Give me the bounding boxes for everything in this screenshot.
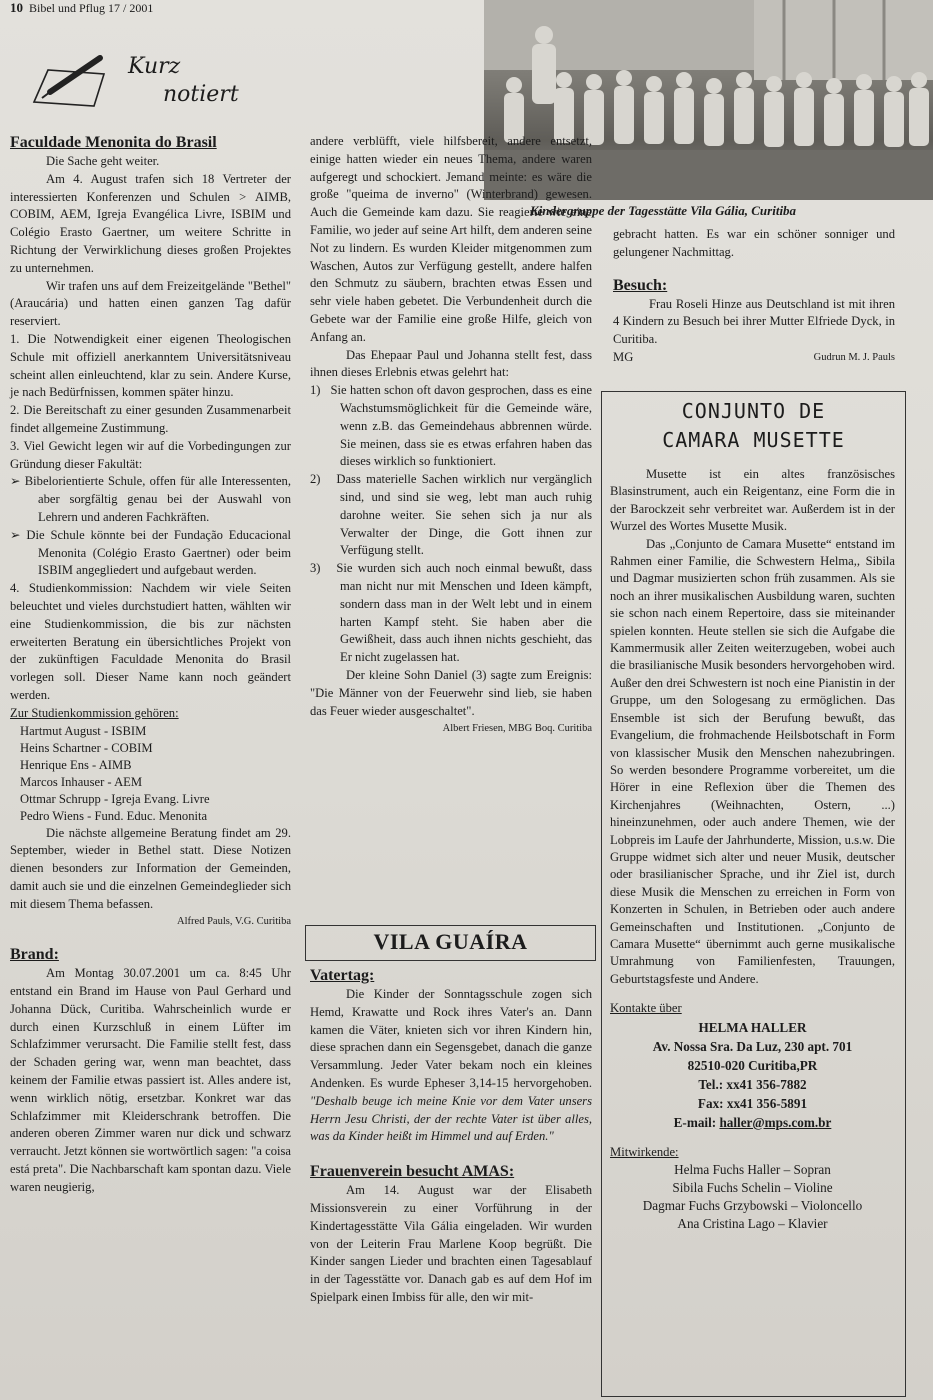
column-2-lower — [310, 966, 592, 1307]
heading-faculdade: Faculdade Menonita do Brasil — [10, 134, 217, 151]
numbered-point-4: 4. Studienkommission: Nachdem wir viele Seiten beleuchtet und vieles durchstudiert hatten, wählten wir eine Studienkommission, die bis zur nächsten erweiterten Beratung ein übersichtliches Projekt von der zukünftigen Faculdade Menonita do Brasil vorlegen soll. Dieser Name kann noch geändert werden. — [10, 581, 291, 702]
logo-word-notiert: notiert — [163, 82, 239, 107]
heading-frauenverein: Frauenverein besucht AMAS: — [310, 1163, 515, 1181]
commission-member: Hartmut August - ISBIM — [20, 723, 147, 738]
email-label: E-mail: — [673, 1114, 720, 1130]
member: Dagmar Fuchs Grzybowski – Violoncello — [642, 1198, 863, 1213]
contact-line: Fax: xx41 356-5891 — [697, 1095, 808, 1111]
contact-line: HELMA HALLER — [698, 1019, 807, 1035]
commission-member: Marcos Inhauser - AEM — [20, 774, 143, 789]
heading-vatertag: Vatertag: — [310, 967, 375, 984]
list-item — [310, 471, 592, 560]
signature: Gudrun M. J. Pauls — [813, 351, 895, 363]
member: Ana Cristina Lago – Klavier — [677, 1216, 828, 1231]
email-link[interactable]: haller@mps.com.br — [719, 1114, 832, 1130]
commission-member: Pedro Wiens - Fund. Educ. Menonita — [20, 808, 208, 823]
title-line: CAMARA MUSETTE — [662, 428, 845, 452]
paragraph: gebracht hatten. Es war ein schöner sonniger und gelungener Nachmittag. — [613, 227, 895, 259]
contact-block — [610, 1018, 895, 1132]
commission-member: Ottmar Schrupp - Igreja Evang. Livre — [20, 791, 210, 806]
byline — [613, 349, 895, 367]
paragraph: Die Sache geht weiter. — [46, 154, 160, 168]
signature: Albert Friesen, MBG Boq. Curitiba — [442, 723, 592, 735]
title-line: CONJUNTO DE — [681, 399, 826, 423]
musette-title — [602, 397, 905, 455]
vila-guaira-box — [305, 925, 596, 961]
signature: Alfred Pauls, V.G. Curitiba — [177, 916, 291, 928]
list-number: 1) — [310, 383, 321, 398]
member: Helma Fuchs Haller – Sopran — [674, 1162, 831, 1177]
list-number: 2) — [310, 472, 321, 487]
paragraph: Die nächste allgemeine Beratung findet am 29. September, wieder in Bethel statt. Diese Notizen dienen besonders zur Information der Gemeinden, damit auch sie und die einzelnen Gemeindeglieder sich mit diesem Thema befassen. — [10, 825, 291, 911]
member: Sibila Fuchs Schelin – Violine — [672, 1180, 833, 1195]
email-line — [610, 1113, 895, 1132]
section-title: VILA GUAÍRA — [373, 929, 528, 954]
kurz-notiert-logo — [28, 44, 258, 114]
heading-brand: Brand: — [10, 946, 59, 964]
list-text: Sie hatten schon oft davon gesprochen, dass es eine Wachstumsmöglichkeit für die Gemeinde wäre, wenn z.B. das Gemeindehaus abbrennen würde. Sie meinen, dass sie es etwas erfahren haben das dieses wirklich so funktioniert. — [330, 383, 592, 469]
paragraph — [310, 986, 592, 1146]
column-1 — [10, 133, 291, 1197]
photo-caption: Kindergruppe der Tagesstätte Vila Gália, Curitiba — [530, 203, 797, 218]
paragraph: Am Montag 30.07.2001 um ca. 8:45 Uhr entstand ein Brand im Hause von Paul Gerhard und Johanna Dück, Curitiba. Wahrscheinlich wurde er durch einen Kurzschluß in einem Lüfter im Schlafzimmer verursacht. Die Familie stellt fest, dass der Schaden gering war, wenn man beachtet, dass keinem der Familie etwas passiert ist. Alles andere ist, wenn wirklich nötig, ersetzbar. Konkret war das Schlafzimmer mit Kleiderschrank betroffen. Die anderen oberen Zimmer waren nur dick und schwarz verraucht. Jetzt können sie wortwörtlich sagen: "a coisa está preta". Die Nachbarschaft kam spontan dazu. Viele waren neugierig, — [10, 966, 291, 1194]
list-number: 3) — [310, 561, 321, 576]
contact-line: Tel.: xx41 356-7882 — [698, 1076, 807, 1092]
paragraph: Musette ist ein altes französisches Blasinstrument, auch ein Reigentanz, eine Form die in der Barockzeit sehr verbreitet war. Außerdem ist in der Wurzel des Wortes Musette Musik. — [610, 467, 895, 534]
numbered-point-3: 3. Viel Gewicht legen wir auf die Vorbedingungen zur Gründung dieser Fakultät: — [10, 438, 291, 471]
paragraph: Am 14. August war der Elisabeth Missionsverein zu einer Vorführung in der Kindertagesstätte Vila Gália eingeladen. Wir wurden von der Leiterin Frau Marlene Koop begrüßt. Die Kinder sangen Lieder und brachten einen Tagesablauf in der Tagesstätte vor. Danach gab es auf dem Hof im Spielpark einen Imbiss für alle, den wir mit- — [310, 1183, 592, 1304]
list-text: Sie wurden sich auch noch einmal bewußt, dass man nicht nur mit Menschen und Ideen kämpft, sondern dass man in der Welt lebt und in einem harten Kampf steht. Sie haben aber die Gewißheit, dass auch ihnen nichts geschieht, das Er nicht zugelassen hat. — [336, 561, 592, 665]
list-text: Dass materielle Sachen wirklich nur vergänglich sind, und sind sie weg, lebt man auch ruhig darohne weiter. Sie sehen sich ja nur als Verwalter der Dinge, die Gott ihnen zur Verfügung stellt. — [336, 472, 592, 558]
mitwirkende-label: Mitwirkende: — [610, 1144, 679, 1159]
numbered-point-1: 1. Die Notwendigkeit einer eigenen Theologischen Schule mit offiziell anerkanntem Universitätsniveau scheint allen einleuchtend, klar zu sein. Andere Kurse, je nach Bedürfnissen, kommen später hinzu. — [10, 331, 291, 400]
initials: MG — [613, 349, 634, 364]
vatertag-text: Die Kinder der Sonntagsschule zogen sich Hemd, Krawatte und Rock ihres Vater's an. Dann kamen die Väter, knieten sich vor ihren Kindern hin, diese sprachen dann ein Segensgebet, danach die ganze Versammlung. Jeder Vater bekam noch ein kleines Andenken. Es wurde Epheser 3,14-15 hervorgehoben. — [310, 987, 592, 1090]
vatertag-quote: "Deshalb beuge ich meine Knie vor dem Vater unsers Herrn Jesu Christi, der der rechte Vater ist über alles, was da Kinder heißt im Himmel und auf Erden." — [310, 1093, 592, 1144]
paragraph: Frau Roseli Hinze aus Deutschland ist mit ihren 4 Kindern zu Besuch bei ihrer Mutter Elfriede Dyck, in Curitiba. — [613, 296, 895, 347]
heading-besuch: Besuch: — [613, 276, 668, 294]
kontakt-label: Kontakte über — [610, 1001, 682, 1016]
paragraph: Am 4. August trafen sich 18 Vertreter der interessierten Konferenzen und Schulen > AIMB, COBIM, AEM, Igreja Evangélica Livre, ISBIM und Colégio Erasto Gaertner, um weitere Schritte in Richtung der Verwirklichung dieses großen Projektes zu unternehmen. — [10, 171, 291, 275]
paragraph: Das Ehepaar Paul und Johanna stellt fest, dass ihnen dieses Erlebnis etwas gelehrt hat: — [310, 347, 592, 380]
numbered-point-2: 2. Die Bereitschaft zu einer gesunden Zusammenarbeit findet allgemeine Zustimmung. — [10, 403, 291, 435]
bullet-point: ➢ Die Schule könnte bei der Fundação Educacional Menonita (Colégio Erasto Gaertner) oder beim ISBIM angegliedert und aufgebaut werden. — [10, 527, 291, 578]
paragraph: Wir trafen uns auf dem Freizeitgelände "Bethel" (Araucária) und hatten einen ganzen Tag dafür reserviert. — [10, 278, 291, 329]
paragraph: Das „Conjunto de Camara Musette“ entstand im Rahmen einer Familie, die Schwestern Helma,, Sibila und Dagmar musizierten schon früh zusammen. Als sie noch an ihrer musikalischen Ausbildung waren, suchten sie schon nach einem Repertoire, dass sie miteinander spielen konnten. Heute stellen sie sich die Aufgabe die Kammermusik aller Zeiten weiterzugeben, wobei auch die brasilianische Musik besonders hervorgehoben wird. Außer den drei Schwestern ist noch eine Pianistin in der Gruppe, um den Sologesang zu ermöglichen. Das Ensemble ist sich der Berufung bewußt, das Evangelium, die frohmachende Heilsbotschaft in Form von klassischer Musik den Menschen nahezubringen. So werden besondere Programme vorbereitet, um die Hörer in eine Reflexion über die Themen des Kirchenjahres (Weihnachten, Ostern, ...) hineinzunehmen, oder auch andere Themen, wie der Lobpreis im Laufe der Jahrhunderte, Mission, u.s.w. Die Gruppe widmet sich alter und neuer Musik, deutscher oder brasilianischer Sprache, und ihr Ziel ist, durch diese Musik die Menschen zu erreichen in Form von Konzerten in Schulen, in Betrieben oder auch andere Gemeinschaften und Institutionen. „Conjunto de Camara Musette“ übernimmt auch gerne musikalische Umrahmung von Familienfesten, Trauungen, Geburtstagsfeste und Andere. — [610, 536, 895, 986]
commission-list — [10, 723, 291, 825]
paragraph: Der kleine Sohn Daniel (3) sagte zum Ereignis: "Die Männer von der Feuerwehr sind lieb, sie haben das Feuer wieder ausgeschaltet". — [310, 667, 592, 718]
commission-title: Zur Studienkommission gehören: — [10, 705, 179, 720]
page-number: 10 — [10, 0, 23, 15]
contact-line: Av. Nossa Sra. Da Luz, 230 apt. 701 — [652, 1038, 853, 1054]
paragraph: andere verblüfft, viele hilfsbereit, andere entsetzt, einige hatten wieder ein neues Thema, andere waren aufgeregt und schockiert. Jemand meinte: es wäre die große "queima de inverno" (Winterbrand) gewesen. Auch die Gemeinde kam dazu. Sie reagierte wie eine Familie, wo jeder auf seine Art hilft, dem anderen seine Not zu lindern. Es wurden Kleider mitgenommen zum Waschen, Autos zur Verfügung gestellt, andere halfen den Schmutz zu säubern, brachten etwas Essen und sehr viele haben gebetet. Die Verbundenheit durch die Gebete war der Familie eine große Hilfe, gleich von Anfang an. — [310, 134, 592, 344]
page-folio — [10, 0, 153, 16]
column-3 — [613, 226, 895, 367]
list-item — [310, 560, 592, 667]
column-2 — [310, 133, 592, 738]
pen-paper-icon — [28, 52, 108, 108]
commission-member: Henrique Ens - AIMB — [20, 757, 132, 772]
musette-box — [601, 391, 906, 1397]
bullet-point: ➢ Bibelorientierte Schule, offen für alle Interessenten, aber sorgfältig genau bei der Auswahl von Lehrern und anderen Fachkräften. — [10, 474, 291, 524]
logo-word-kurz: Kurz — [128, 54, 181, 79]
commission-member: Heins Schartner - COBIM — [20, 740, 153, 755]
list-item — [310, 382, 592, 471]
members-list — [610, 1161, 895, 1233]
publication-title: Bibel und Pflug 17 / 2001 — [29, 1, 154, 15]
musette-body — [610, 466, 895, 1233]
contact-line: 82510-020 Curitiba,PR — [687, 1057, 818, 1073]
